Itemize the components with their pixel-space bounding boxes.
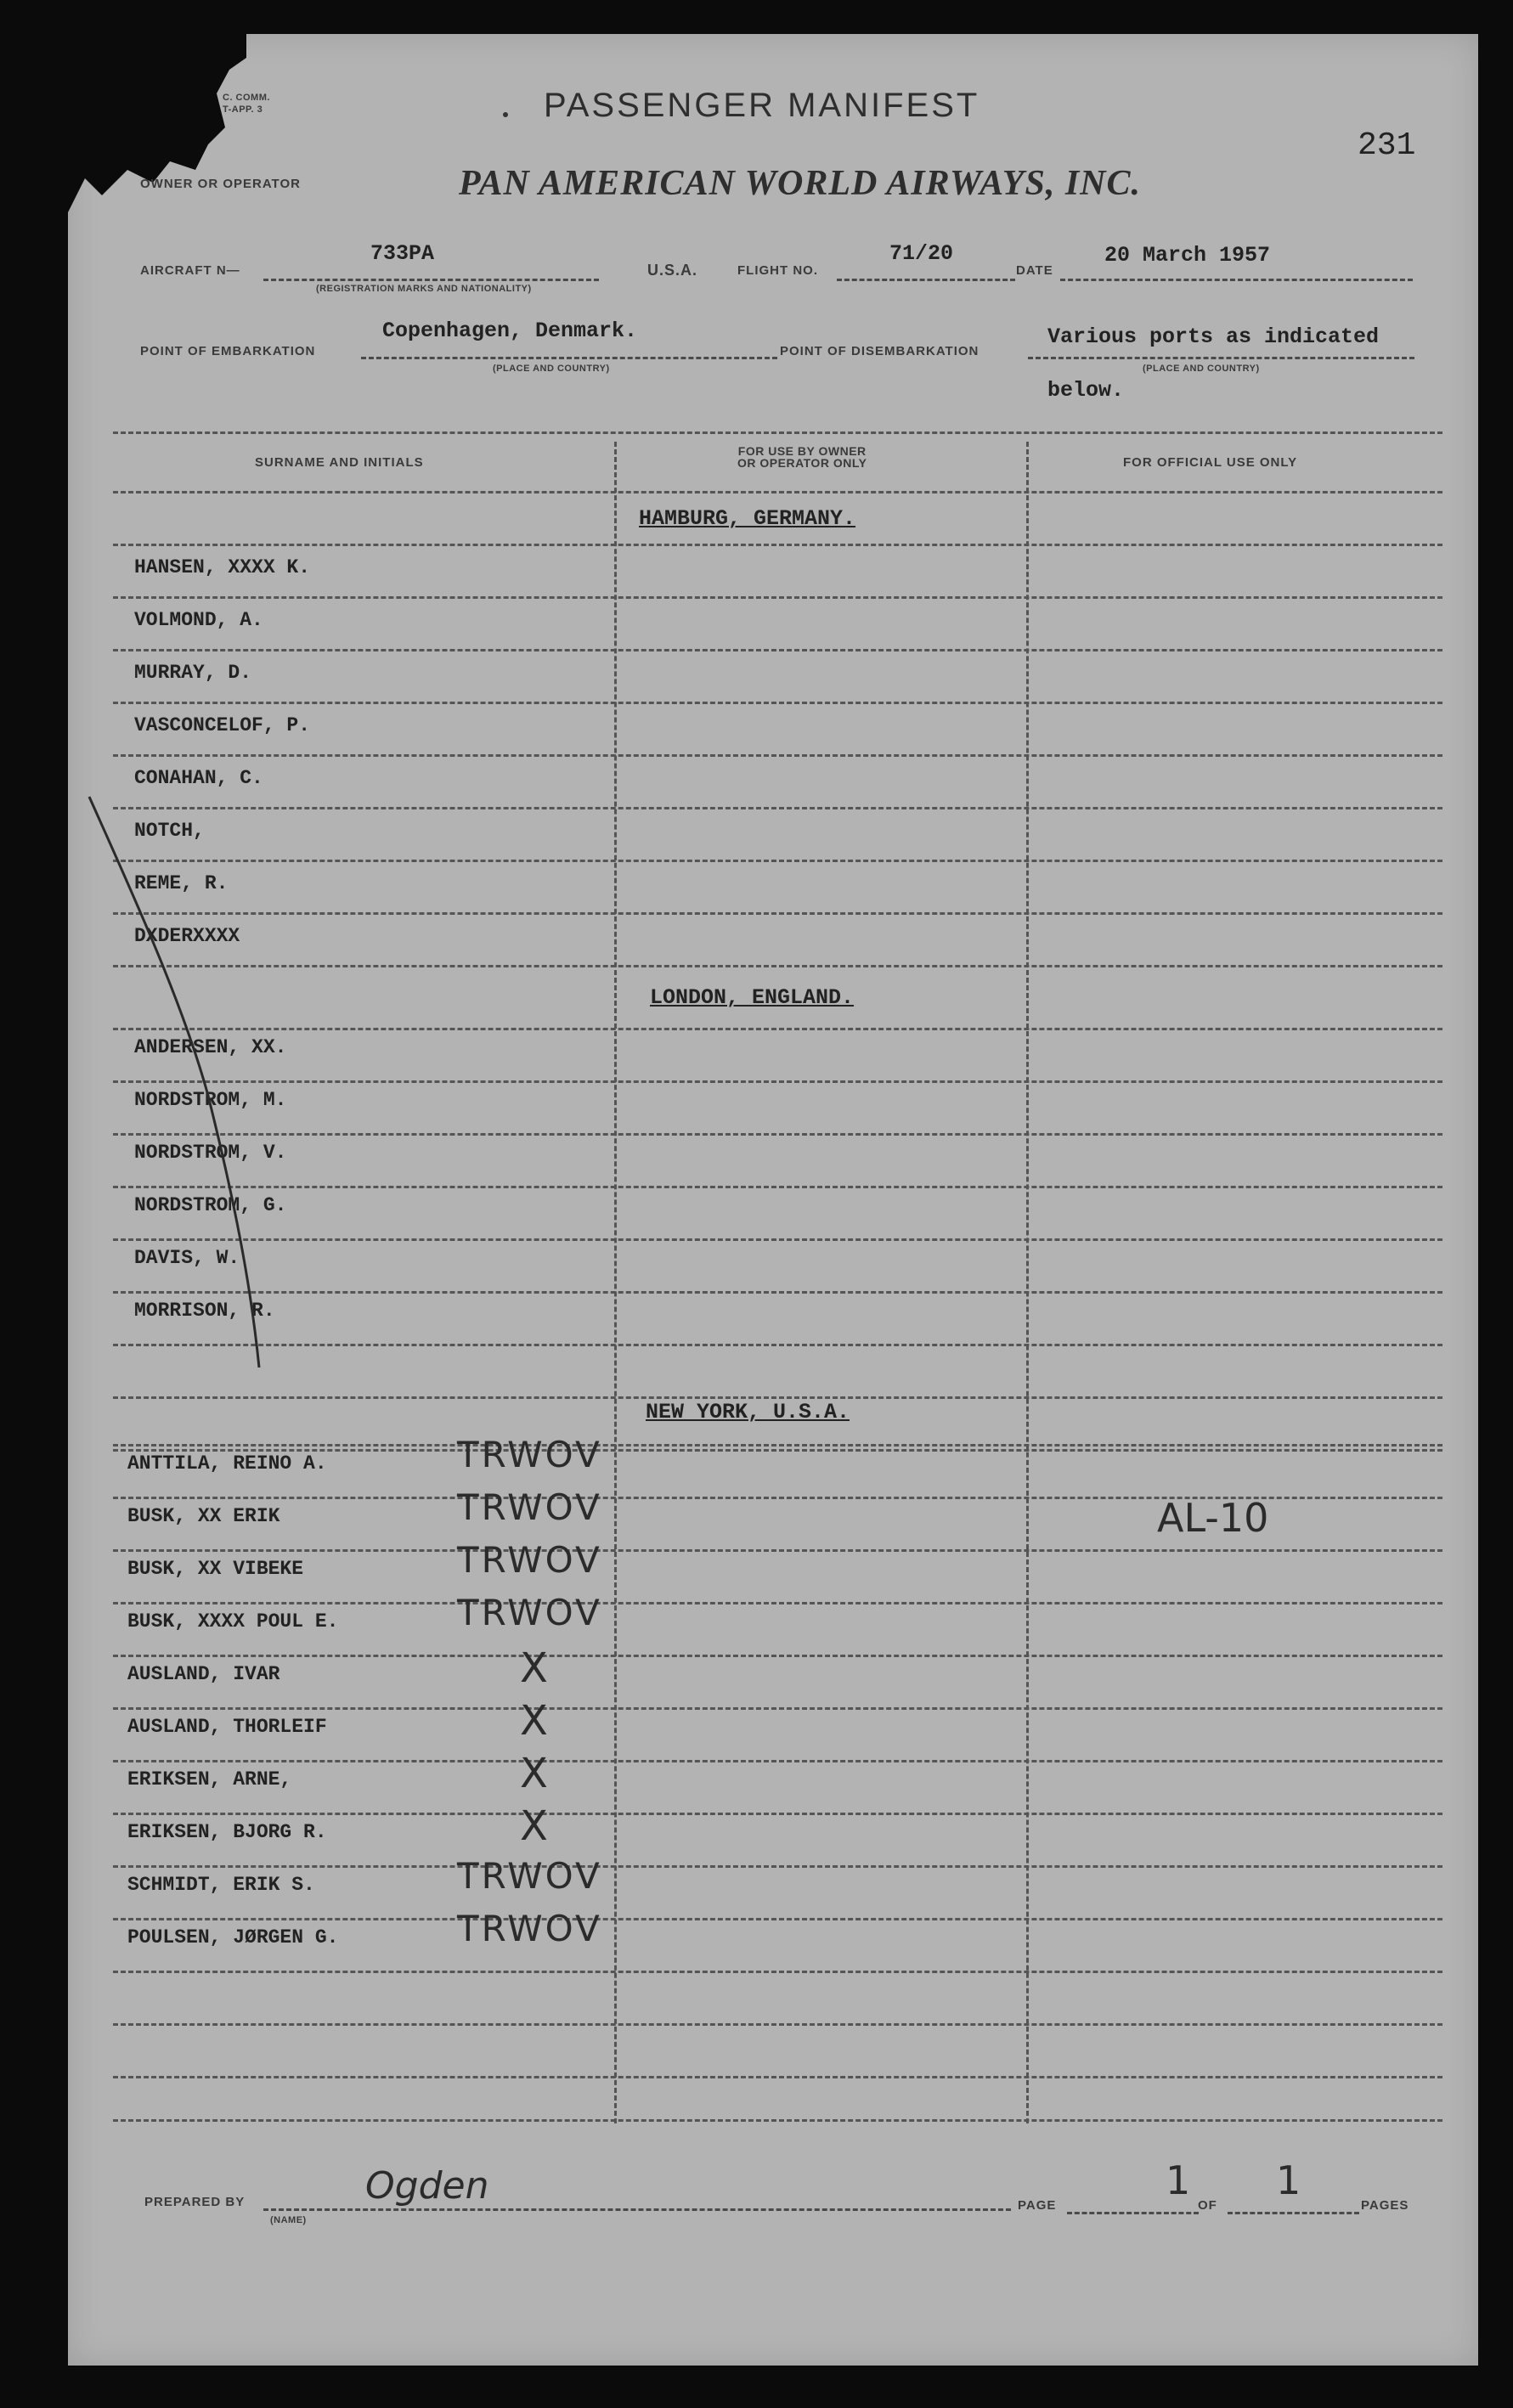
strike-line (81, 790, 268, 1376)
row-rule (113, 1655, 1442, 1657)
row-rule (113, 1133, 1442, 1136)
passenger-name: BUSK, XX ERIK (127, 1505, 280, 1527)
passenger-mark: X (520, 1750, 550, 1797)
row-rule (113, 1865, 1442, 1868)
row-rule (113, 1760, 1442, 1762)
official-note: AL-10 (1157, 1495, 1269, 1541)
embarkation-value: Copenhagen, Denmark. (382, 319, 638, 343)
passenger-name: SCHMIDT, ERIK S. (127, 1874, 315, 1896)
date-underline (1060, 279, 1413, 281)
row-rule (113, 1444, 1442, 1446)
col-header-official-use: FOR OFFICIAL USE ONLY (1123, 455, 1298, 470)
passenger-name: VASCONCELOF, P. (134, 714, 311, 736)
usa-label: U.S.A. (647, 262, 698, 279)
date-label: DATE (1016, 263, 1053, 278)
row-rule (113, 1344, 1442, 1346)
passenger-name: NORDSTROM, G. (134, 1194, 287, 1216)
section-new-york: NEW YORK, U.S.A. (646, 1400, 850, 1424)
passenger-name: VOLMOND, A. (134, 609, 263, 631)
passenger-name: REME, R. (134, 872, 229, 894)
column-divider-1 (614, 442, 617, 2123)
disembarkation-caption: (PLACE AND COUNTRY) (1143, 364, 1260, 374)
pages-label: PAGES (1361, 2198, 1409, 2213)
passenger-name: ANDERSEN, XX. (134, 1036, 287, 1058)
row-rule (113, 1707, 1442, 1710)
passenger-name: MURRAY, D. (134, 662, 252, 684)
form-title: PASSENGER MANIFEST (544, 87, 980, 124)
passenger-name: NOTCH, (134, 820, 205, 842)
row-rule (113, 544, 1442, 546)
row-rule (113, 1918, 1442, 1920)
embarkation-label: POINT OF EMBARKATION (140, 344, 316, 358)
row-rule (113, 1602, 1442, 1604)
prepared-by-label: PREPARED BY (144, 2195, 246, 2209)
flight-underline (837, 279, 1015, 281)
row-rule (113, 1449, 1442, 1452)
page-stamp-number: 231 (1358, 127, 1416, 164)
embarkation-caption: (PLACE AND COUNTRY) (493, 364, 610, 374)
flight-value: 71/20 (889, 241, 954, 266)
row-rule (113, 2023, 1442, 2026)
passenger-name: ERIKSEN, ARNE, (127, 1768, 292, 1790)
passenger-mark: TRWOV (457, 1539, 602, 1581)
row-rule (113, 596, 1442, 599)
row-rule (113, 1396, 1442, 1399)
passenger-name: HANSEN, XXXX K. (134, 556, 311, 578)
passenger-name: DXDERXXXX (134, 925, 240, 947)
row-rule (113, 1186, 1442, 1188)
prepared-underline (263, 2208, 1011, 2211)
row-rule (113, 965, 1442, 967)
col-header-owner-use: FOR USE BY OWNER OR OPERATOR ONLY (737, 444, 867, 470)
row-rule (113, 1291, 1442, 1294)
flight-label: FLIGHT NO. (737, 263, 818, 278)
passenger-name: DAVIS, W. (134, 1247, 240, 1269)
row-rule (113, 1813, 1442, 1815)
form-corner-code: C. COMM. T-APP. 3 (223, 93, 270, 115)
disembarkation-label: POINT OF DISEMBARKATION (780, 344, 979, 358)
row-rule (113, 807, 1442, 809)
embarkation-underline (361, 357, 777, 359)
aircraft-underline (263, 279, 599, 281)
page-underline (1067, 2212, 1199, 2214)
section-hamburg: HAMBURG, GERMANY. (639, 506, 856, 531)
disembarkation-underline (1028, 357, 1414, 359)
table-top-rule (113, 431, 1442, 434)
prepared-sub: (NAME) (270, 2215, 307, 2225)
preparer-signature: Ogden (365, 2164, 489, 2208)
passenger-mark: TRWOV (457, 1592, 602, 1633)
passenger-name: NORDSTROM, V. (134, 1142, 287, 1164)
passenger-mark: X (520, 1697, 550, 1745)
passenger-mark: TRWOV (457, 1434, 602, 1475)
bullet-dot (503, 112, 508, 117)
row-rule (113, 1549, 1442, 1552)
passenger-mark: TRWOV (457, 1855, 602, 1897)
passenger-name: MORRISON, R. (134, 1300, 275, 1322)
row-rule (113, 754, 1442, 757)
col-header-surname: SURNAME AND INITIALS (255, 455, 424, 470)
passenger-mark: X (520, 1802, 550, 1850)
table-bottom-rule (113, 2119, 1442, 2122)
disembarkation-value-2: below. (1047, 378, 1125, 403)
page-label: PAGE (1018, 2198, 1057, 2213)
row-rule (113, 1028, 1442, 1030)
registration-caption: (REGISTRATION MARKS AND NATIONALITY) (316, 284, 532, 294)
passenger-name: AUSLAND, THORLEIF (127, 1716, 327, 1738)
aircraft-value: 733PA (370, 241, 435, 266)
row-rule (113, 649, 1442, 651)
passenger-mark: TRWOV (457, 1486, 602, 1528)
row-rule (113, 702, 1442, 704)
of-underline (1228, 2212, 1359, 2214)
row-rule (113, 1080, 1442, 1083)
passenger-name: ERIKSEN, BJORG R. (127, 1821, 327, 1843)
owner-label: OWNER OR OPERATOR (140, 177, 301, 191)
of-value: 1 (1276, 2157, 1301, 2203)
section-london: LONDON, ENGLAND. (650, 985, 855, 1010)
column-divider-2 (1026, 442, 1029, 2123)
disembarkation-value-1: Various ports as indicated (1047, 324, 1380, 349)
date-value: 20 March 1957 (1104, 243, 1271, 268)
passenger-name: BUSK, XXXX POUL E. (127, 1610, 339, 1633)
airline-name: PAN AMERICAN WORLD AIRWAYS, INC. (459, 164, 1142, 203)
passenger-name: ANTTILA, REINO A. (127, 1452, 327, 1475)
passenger-name: NORDSTROM, M. (134, 1089, 287, 1111)
passenger-name: POULSEN, JØRGEN G. (127, 1926, 339, 1948)
passenger-name: AUSLAND, IVAR (127, 1663, 280, 1685)
row-rule (113, 2076, 1442, 2078)
passenger-name: CONAHAN, C. (134, 767, 263, 789)
row-rule (113, 1971, 1442, 1973)
row-rule (113, 912, 1442, 915)
aircraft-label: AIRCRAFT N— (140, 263, 240, 278)
passenger-mark: TRWOV (457, 1908, 602, 1949)
page-value: 1 (1166, 2157, 1191, 2203)
row-rule (113, 1238, 1442, 1241)
row-rule (113, 491, 1442, 493)
passenger-name: BUSK, XX VIBEKE (127, 1558, 304, 1580)
of-label: OF (1198, 2198, 1217, 2213)
row-rule (113, 860, 1442, 862)
passenger-mark: X (520, 1644, 550, 1692)
